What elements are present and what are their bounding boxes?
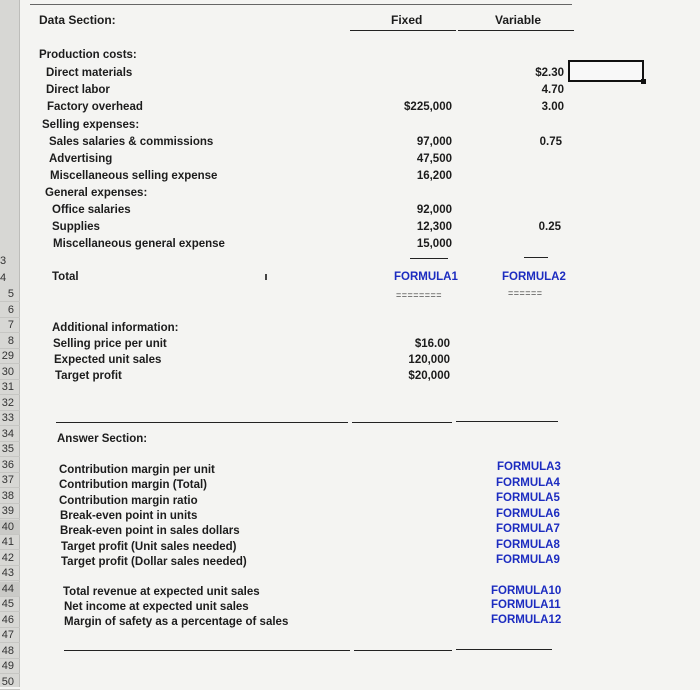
row-number[interactable]: 32 xyxy=(0,396,20,411)
target-units-formula[interactable]: FORMULA8 xyxy=(496,539,560,551)
total-revenue-label: Total revenue at expected unit sales xyxy=(63,586,260,598)
fill-handle[interactable] xyxy=(641,79,646,84)
row-number[interactable]: 34 xyxy=(0,427,20,442)
advertising-fixed[interactable]: 47,500 xyxy=(416,153,452,165)
expected-sales-value[interactable]: 120,000 xyxy=(408,354,450,366)
answer-section-title: Answer Section: xyxy=(57,433,148,445)
row-number[interactable]: 29 xyxy=(0,349,20,364)
row-number[interactable]: 42 xyxy=(0,551,20,566)
total-variable-formula[interactable]: FORMULA2 xyxy=(502,271,566,283)
bottom-separator-mid xyxy=(354,650,452,651)
selling-price-label: Selling price per unit xyxy=(53,338,167,350)
direct-materials-label: Direct materials xyxy=(46,67,133,79)
total-fixed-formula[interactable]: FORMULA1 xyxy=(394,271,458,283)
direct-labor-label: Direct labor xyxy=(46,84,110,96)
row-number[interactable]: 35 xyxy=(0,442,20,457)
supplies-label: Supplies xyxy=(52,221,100,233)
row-number[interactable]: 6 xyxy=(0,303,20,318)
office-salaries-fixed[interactable]: 92,000 xyxy=(416,204,452,216)
variable-column-header: Variable xyxy=(495,13,542,27)
row-number[interactable]: 3 xyxy=(0,255,7,267)
cm-per-unit-label: Contribution margin per unit xyxy=(59,464,215,476)
fixed-column-header: Fixed xyxy=(391,13,423,27)
breakeven-units-label: Break-even point in units xyxy=(60,510,198,522)
variable-subtotal-rule xyxy=(524,257,548,258)
variable-double-rule: ====== xyxy=(508,288,543,298)
answer-separator-mid xyxy=(352,422,452,423)
data-section-title: Data Section: xyxy=(39,13,116,27)
row-number[interactable]: 46 xyxy=(0,613,20,628)
row-number[interactable]: 7 xyxy=(0,318,20,333)
row-number[interactable]: 5 xyxy=(0,287,20,302)
office-salaries-label: Office salaries xyxy=(52,204,131,216)
variable-header-underline xyxy=(458,30,574,31)
top-border xyxy=(30,4,572,5)
fixed-header-underline xyxy=(350,30,456,31)
breakeven-dollars-formula[interactable]: FORMULA7 xyxy=(496,523,560,535)
cm-ratio-formula[interactable]: FORMULA5 xyxy=(496,492,560,504)
total-revenue-formula[interactable]: FORMULA10 xyxy=(491,585,562,597)
total-label: Total xyxy=(52,271,79,283)
row-number[interactable]: 49 xyxy=(0,659,20,674)
misc-general-label: Miscellaneous general expense xyxy=(53,238,225,250)
additional-info-heading: Additional information: xyxy=(52,322,179,334)
expected-sales-label: Expected unit sales xyxy=(54,354,162,366)
active-cell-selection[interactable] xyxy=(568,60,644,82)
row-number[interactable]: 44 xyxy=(0,582,20,597)
margin-of-safety-label: Margin of safety as a percentage of sales xyxy=(64,616,289,628)
breakeven-units-formula[interactable]: FORMULA6 xyxy=(496,508,560,520)
target-profit-label: Target profit xyxy=(55,370,122,382)
target-dollars-formula[interactable]: FORMULA9 xyxy=(496,554,560,566)
general-expenses-heading: General expenses: xyxy=(45,187,148,199)
fixed-subtotal-rule xyxy=(410,258,448,259)
selling-price-value[interactable]: $16.00 xyxy=(414,338,450,350)
cm-ratio-label: Contribution margin ratio xyxy=(59,495,198,507)
supplies-fixed[interactable]: 12,300 xyxy=(416,221,452,233)
selling-expenses-heading: Selling expenses: xyxy=(42,119,140,131)
factory-overhead-variable[interactable]: 3.00 xyxy=(541,101,564,113)
net-income-label: Net income at expected unit sales xyxy=(64,601,249,613)
row-number-gutter xyxy=(0,0,20,687)
row-number[interactable]: 48 xyxy=(0,644,20,659)
target-dollars-label: Target profit (Dollar sales needed) xyxy=(61,556,247,568)
row-number[interactable]: 40 xyxy=(0,520,20,535)
answer-separator-right xyxy=(456,421,558,422)
net-income-formula[interactable]: FORMULA11 xyxy=(491,599,561,611)
factory-overhead-fixed[interactable]: $225,000 xyxy=(404,101,452,113)
sales-salaries-fixed[interactable]: 97,000 xyxy=(416,136,452,148)
target-units-label: Target profit (Unit sales needed) xyxy=(61,541,237,553)
misc-selling-label: Miscellaneous selling expense xyxy=(50,170,218,182)
sales-salaries-label: Sales salaries & commissions xyxy=(49,136,214,148)
row-number[interactable]: 41 xyxy=(0,535,20,550)
row-number[interactable]: 38 xyxy=(0,489,20,504)
production-costs-heading: Production costs: xyxy=(39,49,137,61)
row-number[interactable]: 39 xyxy=(0,504,20,519)
supplies-variable[interactable]: 0.25 xyxy=(538,221,561,233)
bottom-separator-right xyxy=(456,649,552,650)
row-number[interactable]: 45 xyxy=(0,597,20,612)
cm-total-label: Contribution margin (Total) xyxy=(59,479,207,491)
factory-overhead-label: Factory overhead xyxy=(47,101,143,113)
row-number[interactable]: 30 xyxy=(0,365,20,380)
fixed-double-rule: ======== xyxy=(396,290,443,300)
row-number[interactable]: 33 xyxy=(0,411,20,426)
target-profit-value[interactable]: $20,000 xyxy=(408,370,450,382)
cm-per-unit-formula[interactable]: FORMULA3 xyxy=(497,461,561,473)
margin-of-safety-formula[interactable]: FORMULA12 xyxy=(491,614,562,626)
row-number[interactable]: 47 xyxy=(0,628,20,643)
sales-salaries-variable[interactable]: 0.75 xyxy=(539,136,562,148)
direct-labor-variable[interactable]: 4.70 xyxy=(541,84,564,96)
misc-general-fixed[interactable]: 15,000 xyxy=(416,238,452,250)
bottom-separator-left xyxy=(64,650,350,651)
breakeven-dollars-label: Break-even point in sales dollars xyxy=(60,525,240,537)
cm-total-formula[interactable]: FORMULA4 xyxy=(496,477,560,489)
direct-materials-variable[interactable]: $2.30 xyxy=(535,67,564,79)
row-number[interactable]: 36 xyxy=(0,458,20,473)
answer-separator-left xyxy=(56,422,348,423)
stray-mark xyxy=(265,274,267,280)
misc-selling-fixed[interactable]: 16,200 xyxy=(416,170,452,182)
row-number[interactable]: 43 xyxy=(0,566,20,581)
row-number[interactable]: 31 xyxy=(0,380,20,395)
row-number[interactable]: 37 xyxy=(0,473,20,488)
row-number[interactable]: 8 xyxy=(0,334,20,349)
row-number[interactable]: 4 xyxy=(0,272,7,284)
advertising-label: Advertising xyxy=(49,153,113,165)
row-number[interactable]: 50 xyxy=(0,675,20,690)
